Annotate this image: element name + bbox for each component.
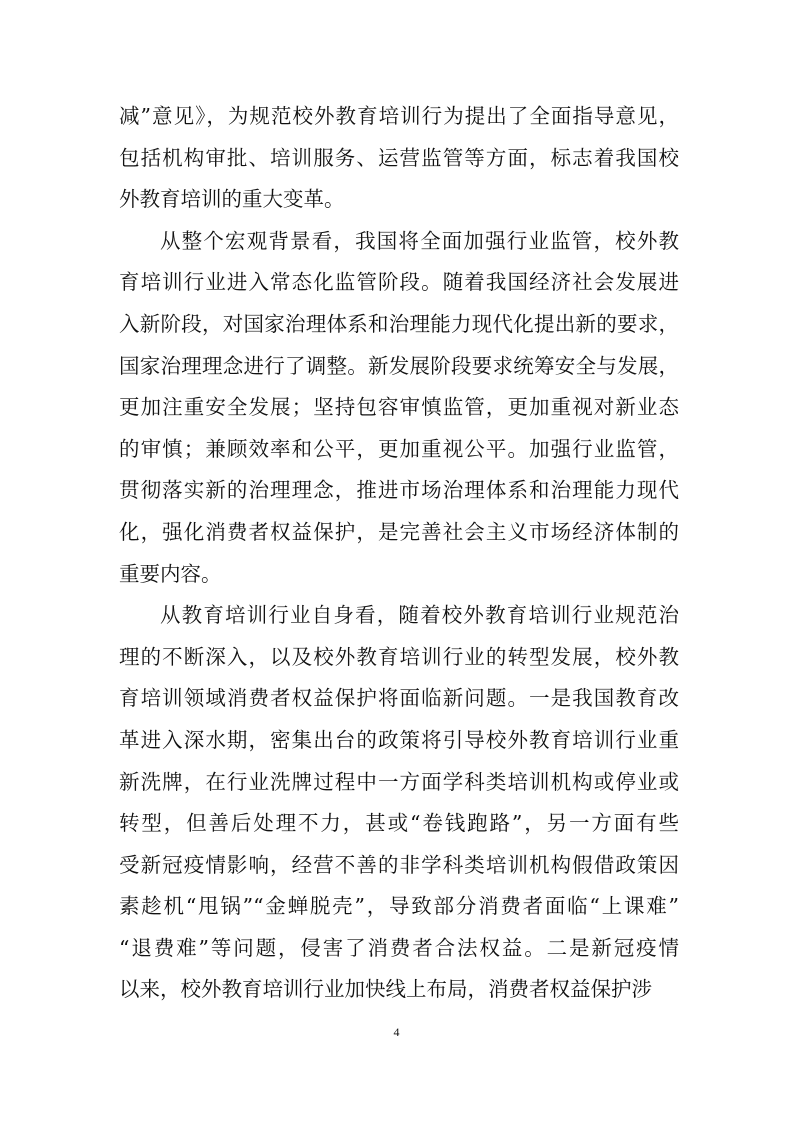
text-line: 以来，校外教育培训行业加快线上布局，消费者权益保护涉 xyxy=(119,977,652,1002)
body-text xyxy=(119,96,679,1011)
text-line: 新洗牌，在行业洗牌过程中一方面学科类培训机构或停业或 xyxy=(119,769,679,794)
text-line: “退费难”等问题，侵害了消费者合法权益。二是新冠疫情 xyxy=(119,935,679,960)
paragraph xyxy=(119,595,679,1011)
text-line: 包括机构审批、培训服务、运营监管等方面，标志着我国校 xyxy=(119,145,679,170)
text-line: 转型，但善后处理不力，甚或“卷钱跑路”，另一方面有些 xyxy=(119,811,679,836)
text-line: 入新阶段，对国家治理体系和治理能力现代化提出新的要求， xyxy=(119,311,679,336)
paragraph xyxy=(119,221,679,595)
text-line: 国家治理理念进行了调整。新发展阶段要求统筹安全与发展， xyxy=(119,353,679,378)
text-line: 育培训领域消费者权益保护将面临新问题。一是我国教育改 xyxy=(119,686,679,711)
text-line: 外教育培训的重大变革。 xyxy=(119,187,345,212)
text-line: 的审慎；兼顾效率和公平，更加重视公平。加强行业监管， xyxy=(119,436,679,461)
text-line: 更加注重安全发展；坚持包容审慎监管，更加重视对新业态 xyxy=(119,395,679,420)
text-line: 减”意见》，为规范校外教育培训行为提出了全面指导意见， xyxy=(119,104,679,128)
text-line: 化，强化消费者权益保护，是完善社会主义市场经济体制的 xyxy=(119,519,679,544)
text-line: 育培训行业进入常态化监管阶段。随着我国经济社会发展进 xyxy=(119,270,679,295)
text-line: 重要内容。 xyxy=(119,561,222,586)
text-line: 素趁机“甩锅”“金蝉脱壳”，导致部分消费者面临“上课难” xyxy=(119,894,679,919)
page-number: 4 xyxy=(393,1025,400,1039)
text-line: 从整个宏观背景看，我国将全面加强行业监管，校外教 xyxy=(160,228,679,253)
text-line: 革进入深水期，密集出台的政策将引导校外教育培训行业重 xyxy=(119,727,679,752)
text-line: 从教育培训行业自身看，随着校外教育培训行业规范治 xyxy=(160,603,679,628)
text-line: 贯彻落实新的治理理念，推进市场治理体系和治理能力现代 xyxy=(119,478,679,503)
paragraph xyxy=(119,96,679,221)
text-line: 理的不断深入，以及校外教育培训行业的转型发展，校外教 xyxy=(119,644,679,669)
text-line: 受新冠疫情影响，经营不善的非学科类培训机构假借政策因 xyxy=(119,852,679,877)
